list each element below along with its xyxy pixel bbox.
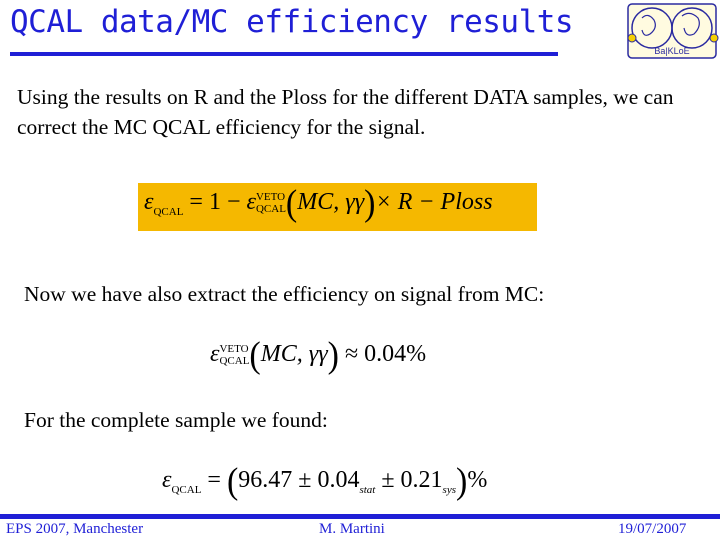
footer-author: M. Martini xyxy=(319,521,385,537)
close-paren: ) xyxy=(327,335,339,376)
complete-sample-formula xyxy=(162,463,487,501)
mc-efficiency-text: Now we have also extract the efficiency on signal from MC: xyxy=(24,282,545,306)
slide-title: QCAL data/MC efficiency results xyxy=(10,4,574,40)
footer-date: 19/07/2007 xyxy=(618,521,687,537)
open-paren: ( xyxy=(226,461,239,502)
approx-value: ≈ 0.04% xyxy=(339,341,427,367)
mc-veto-efficiency-formula xyxy=(210,337,426,375)
formula-arguments: MC, γγ xyxy=(297,189,365,215)
title-underline xyxy=(10,52,558,56)
epsilon-symbol: ε xyxy=(144,189,154,215)
close-paren: ) xyxy=(364,183,376,224)
subscript-qcal: QCAL xyxy=(219,355,250,368)
subscript-sys: sys xyxy=(442,484,456,496)
close-paren: ) xyxy=(456,461,468,502)
efficiency-value: 96.47 ± 0.04 xyxy=(238,467,360,493)
footer-conference: EPS 2007, Manchester xyxy=(6,521,144,537)
kloe-logo-graphic xyxy=(624,2,720,62)
formula-tail: × R − Ploss xyxy=(375,189,493,215)
formula-arguments: MC, γγ xyxy=(260,341,328,367)
open-paren: ( xyxy=(285,183,298,224)
equals-one-minus: = 1 − xyxy=(183,189,247,215)
epsilon-symbol: ε xyxy=(162,467,172,493)
superscript-veto: VETO xyxy=(255,191,286,204)
subscript-qcal: QCAL xyxy=(255,203,286,216)
intro-paragraph: Using the results on R and the Ploss for the different DATA samples, we can correct the MC QCAL efficiency for the signal. xyxy=(17,85,674,139)
kloe-logo xyxy=(624,2,720,62)
subscript-qcal: QCAL xyxy=(171,484,202,496)
open-paren: ( xyxy=(249,335,261,376)
complete-sample-text: For the complete sample we found: xyxy=(24,408,328,432)
qcal-efficiency-formula-box xyxy=(138,183,537,231)
superscript-veto: VETO xyxy=(219,343,249,356)
equals-sign: = xyxy=(201,467,227,493)
epsilon-symbol: ε xyxy=(246,189,256,215)
percent-sign: % xyxy=(467,467,488,493)
systematic-value: ± 0.21 xyxy=(375,467,443,493)
subscript-stat: stat xyxy=(359,484,376,496)
footer-rule xyxy=(0,514,720,519)
subscript-qcal: QCAL xyxy=(153,206,184,218)
epsilon-symbol: ε xyxy=(210,341,220,367)
qcal-efficiency-formula xyxy=(144,185,493,223)
logo-text: Ba|KLoE xyxy=(654,46,690,56)
